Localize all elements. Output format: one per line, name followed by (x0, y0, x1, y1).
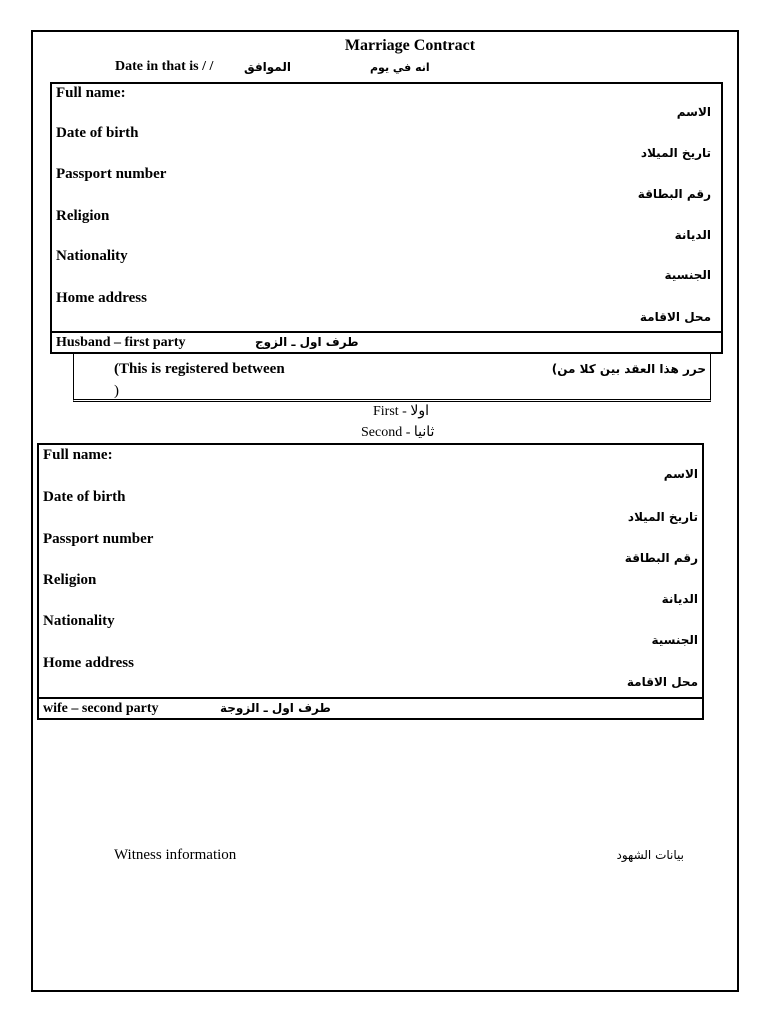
document-title: Marriage Contract (344, 37, 476, 54)
wife-address-label: Home address (43, 655, 134, 671)
husband-religion-label-ar: الديانة (674, 228, 711, 242)
husband-religion-label: Religion (56, 208, 110, 224)
husband-passport-label-ar: رقم البطاقة (637, 187, 711, 201)
wife-passport-label: Passport number (43, 531, 154, 547)
witness-label: Witness information (114, 847, 237, 863)
wife-section (37, 443, 704, 720)
husband-address-label-ar: محل الاقامة (639, 310, 711, 324)
registration-label: (This is registered between (114, 361, 285, 377)
husband-nationality-label-ar: الجنسية (664, 268, 711, 282)
second-party-order: Second - ثانيا (361, 425, 435, 440)
husband-party-label-ar: طرف اول ـ الزوج (255, 335, 359, 349)
husband-party-label: Husband – first party (56, 335, 186, 350)
husband-section (50, 82, 723, 354)
wife-passport-label-ar: رقم البطاقة (624, 551, 698, 565)
wife-nationality-label-ar: الجنسية (651, 633, 698, 647)
first-party-order: First - اولا (373, 404, 429, 419)
wife-party-label: wife – second party (43, 701, 159, 716)
date-label-ar-day: انه في يوم (370, 61, 430, 74)
wife-full-name-label: Full name: (43, 447, 113, 463)
wife-religion-label: Religion (43, 572, 97, 588)
husband-nationality-label: Nationality (56, 248, 128, 264)
registration-label-close: ) (114, 383, 119, 399)
wife-nationality-label: Nationality (43, 613, 115, 629)
wife-dob-label-ar: تاريخ الميلاد (627, 510, 698, 524)
wife-dob-label: Date of birth (43, 489, 126, 505)
date-label-ar-on: الموافق (244, 60, 291, 74)
wife-party-label-ar: طرف اول ـ الزوجة (220, 701, 331, 715)
date-label-en: Date in that is / / (115, 59, 214, 74)
wife-religion-label-ar: الديانة (661, 592, 698, 606)
husband-dob-label-ar: تاريخ الميلاد (640, 146, 711, 160)
wife-footer-divider (37, 697, 704, 699)
husband-dob-label: Date of birth (56, 125, 139, 141)
husband-footer-divider (50, 331, 723, 333)
husband-passport-label: Passport number (56, 166, 167, 182)
witness-label-ar: بيانات الشهود (616, 848, 684, 862)
husband-address-label: Home address (56, 290, 147, 306)
registration-label-ar: حرر هذا العقد بين كلا من) (551, 362, 706, 376)
husband-full-name-label-ar: الاسم (676, 105, 711, 119)
wife-full-name-label-ar: الاسم (663, 467, 698, 481)
wife-address-label-ar: محل الاقامة (626, 675, 698, 689)
husband-full-name-label: Full name: (56, 85, 126, 101)
